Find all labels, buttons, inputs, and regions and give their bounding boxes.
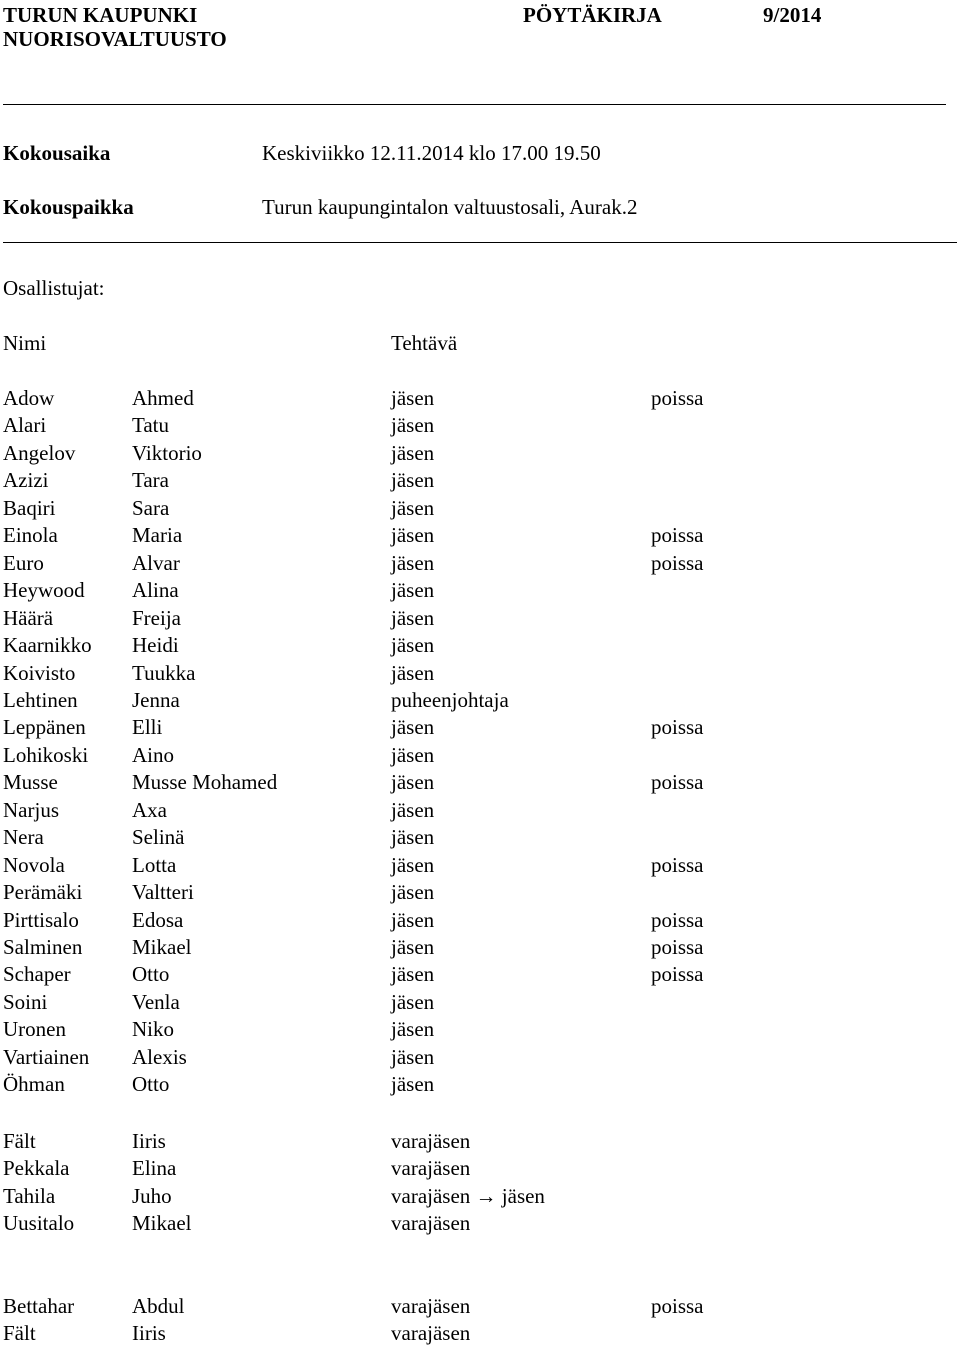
- participant-first-name: Axa: [132, 797, 167, 822]
- participant-first-name: Jenna: [132, 687, 180, 712]
- participant-row: [0, 660, 960, 687]
- doc-type: PÖYTÄKIRJA: [523, 3, 662, 27]
- participant-row: [0, 961, 960, 988]
- doc-number: 9/2014: [763, 3, 822, 27]
- org-line-1: TURUN KAUPUNKI: [3, 3, 198, 27]
- participant-first-name: Tara: [132, 468, 169, 493]
- participant-first-name: Freija: [132, 605, 181, 630]
- participant-role: jäsen: [391, 989, 435, 1014]
- participant-last-name: Fält: [3, 1129, 36, 1153]
- participant-first-name: Musse Mohamed: [132, 770, 278, 795]
- participant-role: jäsen: [391, 770, 435, 795]
- column-header-name: Nimi: [3, 331, 47, 355]
- participant-row: [0, 907, 960, 934]
- participant-status: poissa: [651, 852, 704, 877]
- participant-row: [0, 687, 960, 714]
- participant-status: poissa: [651, 962, 704, 987]
- participant-row: [0, 824, 960, 851]
- participant-role: jäsen: [391, 825, 435, 850]
- participant-last-name: Uronen: [3, 1017, 66, 1042]
- header-divider: [3, 104, 946, 105]
- participant-row: [0, 714, 960, 741]
- meeting-place-label: Kokouspaikka: [3, 195, 134, 219]
- participant-first-name: Sara: [132, 495, 170, 520]
- participant-row: [0, 1016, 960, 1043]
- participant-role: jäsen: [391, 907, 435, 932]
- participant-first-name: Mikael: [132, 935, 192, 959]
- participant-first-name: Tuukka: [132, 660, 196, 685]
- participant-row: [0, 1044, 960, 1071]
- participant-last-name: Häärä: [3, 605, 54, 630]
- participant-role: varajäsen: [391, 1321, 471, 1346]
- participant-role: jäsen: [391, 935, 435, 959]
- participant-first-name: Niko: [132, 1017, 174, 1042]
- participant-status: poissa: [651, 550, 704, 575]
- participant-last-name: Lohikoski: [3, 742, 89, 767]
- participant-last-name: Vartiainen: [3, 1044, 90, 1069]
- participant-last-name: Kaarnikko: [3, 633, 92, 658]
- participant-role: jäsen: [391, 468, 435, 493]
- participant-role: jäsen: [391, 495, 435, 520]
- participant-last-name: Azizi: [3, 468, 49, 493]
- participant-first-name: Lotta: [132, 852, 177, 877]
- participant-status: poissa: [651, 907, 704, 932]
- participant-row: [0, 989, 960, 1016]
- column-header-role: Tehtävä: [391, 331, 458, 355]
- participant-first-name: Viktorio: [132, 440, 202, 465]
- participant-last-name: Angelov: [3, 440, 76, 465]
- participant-row: [0, 385, 960, 412]
- participant-status: poissa: [651, 715, 704, 740]
- participant-last-name: Heywood: [3, 578, 85, 603]
- org-line-2: NUORISOVALTUUSTO: [3, 27, 227, 51]
- participant-role: jäsen: [391, 880, 435, 905]
- participant-last-name: Euro: [3, 550, 44, 575]
- participant-status: poissa: [651, 770, 704, 795]
- participant-status: poissa: [651, 935, 704, 959]
- participant-first-name: Otto: [132, 1072, 170, 1097]
- participant-row: [0, 769, 960, 796]
- participant-first-name: Alexis: [132, 1044, 187, 1069]
- participant-first-name: Edosa: [132, 907, 184, 932]
- participant-last-name: Pekkala: [3, 1156, 70, 1181]
- participant-status: poissa: [651, 386, 704, 410]
- participant-last-name: Bettahar: [3, 1294, 75, 1318]
- participant-first-name: Mikael: [132, 1211, 192, 1236]
- participant-first-name: Alina: [132, 578, 179, 603]
- participant-role: varajäsen: [391, 1211, 471, 1236]
- participant-row: [0, 934, 960, 961]
- participant-role: jäsen: [391, 413, 435, 438]
- participant-first-name: Alvar: [132, 550, 180, 575]
- participant-last-name: Baqiri: [3, 495, 56, 520]
- participant-row: [0, 852, 960, 879]
- participant-status: poissa: [651, 1294, 704, 1318]
- participant-last-name: Leppänen: [3, 715, 86, 740]
- participant-last-name: Einola: [3, 523, 58, 548]
- participant-last-name: Öhman: [3, 1072, 65, 1097]
- participant-role: jäsen: [391, 797, 435, 822]
- meeting-place-value: Turun kaupungintalon valtuustosali, Aurak.2: [262, 195, 638, 219]
- participant-first-name: Tatu: [132, 413, 170, 438]
- participant-role: jäsen: [391, 605, 435, 630]
- participant-last-name: Narjus: [3, 797, 59, 822]
- participant-last-name: Nera: [3, 825, 44, 850]
- participant-row: [0, 577, 960, 604]
- participant-last-name: Perämäki: [3, 880, 83, 905]
- participant-last-name: Koivisto: [3, 660, 76, 685]
- participant-row: [0, 412, 960, 439]
- participant-first-name: Iiris: [132, 1129, 166, 1153]
- participant-row: [0, 879, 960, 906]
- participant-role: jäsen: [391, 660, 435, 685]
- participant-first-name: Otto: [132, 962, 170, 987]
- participant-first-name: Elina: [132, 1156, 177, 1181]
- participant-first-name: Ahmed: [132, 386, 194, 410]
- participant-row: [0, 522, 960, 549]
- participant-role: jäsen: [391, 962, 435, 987]
- participant-row: [0, 550, 960, 577]
- participant-last-name: Adow: [3, 386, 55, 410]
- meeting-divider: [3, 242, 957, 243]
- participant-row: [0, 1210, 960, 1237]
- participant-role: puheenjohtaja: [391, 687, 509, 712]
- participant-last-name: Soini: [3, 989, 48, 1014]
- participant-role: varajäsen: [391, 1156, 471, 1181]
- participant-row: [0, 1320, 960, 1347]
- participant-first-name: Iiris: [132, 1321, 166, 1346]
- participant-first-name: Aino: [132, 742, 174, 767]
- participants-label: Osallistujat:: [3, 276, 105, 300]
- participant-last-name: Musse: [3, 770, 58, 795]
- participant-row: [0, 742, 960, 769]
- participant-last-name: Alari: [3, 413, 47, 438]
- org-name: [3, 3, 227, 51]
- meeting-time-label: Kokousaika: [3, 141, 111, 165]
- participant-role: jäsen: [391, 1044, 435, 1069]
- participant-status: poissa: [651, 523, 704, 548]
- participant-last-name: Uusitalo: [3, 1211, 75, 1236]
- participant-role: jäsen: [391, 742, 435, 767]
- participant-role: jäsen: [391, 633, 435, 658]
- participant-last-name: Tahila: [3, 1183, 56, 1208]
- participant-first-name: Abdul: [132, 1294, 185, 1318]
- participant-role: jäsen: [391, 578, 435, 603]
- participant-first-name: Venla: [132, 989, 180, 1014]
- participant-row: [0, 440, 960, 467]
- participant-first-name: Elli: [132, 715, 163, 740]
- participant-last-name: Lehtinen: [3, 687, 78, 712]
- participant-row: [0, 1128, 960, 1155]
- participant-role: varajäsen: [391, 1294, 471, 1318]
- participant-row: [0, 797, 960, 824]
- participant-last-name: Schaper: [3, 962, 71, 987]
- participant-first-name: Maria: [132, 523, 183, 548]
- participant-role: jäsen: [391, 440, 435, 465]
- participant-role: jäsen: [391, 852, 435, 877]
- participant-first-name: Heidi: [132, 633, 179, 658]
- participant-role: jäsen: [391, 523, 435, 548]
- participant-row: [0, 632, 960, 659]
- participant-row: [0, 1071, 960, 1098]
- participant-row: [0, 1183, 960, 1210]
- participant-last-name: Fält: [3, 1321, 36, 1346]
- participant-role: jäsen: [391, 1017, 435, 1042]
- participant-role: jäsen: [391, 550, 435, 575]
- participant-role: varajäsen → jäsen: [391, 1183, 545, 1208]
- participant-last-name: Pirttisalo: [3, 907, 79, 932]
- participant-last-name: Novola: [3, 852, 65, 877]
- participant-role: jäsen: [391, 1072, 435, 1097]
- meeting-time-value: Keskiviikko 12.11.2014 klo 17.00 19.50: [262, 141, 601, 165]
- participant-role: jäsen: [391, 386, 435, 410]
- participant-row: [0, 1293, 960, 1320]
- participant-first-name: Selinä: [132, 825, 185, 850]
- participant-role: jäsen: [391, 715, 435, 740]
- participant-row: [0, 605, 960, 632]
- participant-row: [0, 1155, 960, 1182]
- participant-row: [0, 467, 960, 494]
- participant-role: varajäsen: [391, 1129, 471, 1153]
- participant-first-name: Juho: [132, 1183, 172, 1208]
- participant-row: [0, 495, 960, 522]
- participant-last-name: Salminen: [3, 935, 83, 959]
- participant-first-name: Valtteri: [132, 880, 194, 905]
